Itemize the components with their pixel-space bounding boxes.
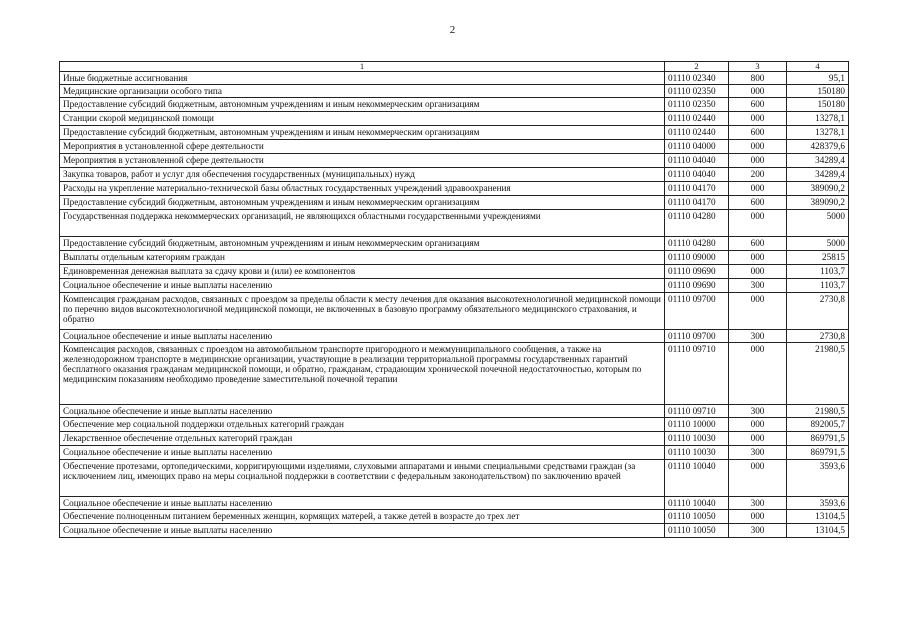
row-type-cell: 000 [729,510,787,524]
row-name-cell: Закупка товаров, работ и услуг для обеспечения государственных (муниципальных) нужд [60,168,665,182]
row-name-cell: Единовременная денежная выплата за сдачу крови и (или) ее компонентов [60,265,665,279]
row-code-cell: 01110 09690 [665,279,729,293]
table-row [60,293,849,330]
row-amount-cell: 13104,5 [787,510,849,524]
row-code-cell: 01110 02350 [665,98,729,112]
row-code-cell: 01110 10050 [665,510,729,524]
row-type-cell: 300 [729,524,787,538]
table-row [60,140,849,154]
row-type-cell: 000 [729,265,787,279]
header-col-1: 1 [60,62,665,72]
row-code-cell: 01110 04170 [665,196,729,210]
table-row [60,497,849,510]
row-name-cell: Социальное обеспечение и иные выплаты населению [60,279,665,293]
row-code-cell: 01110 10050 [665,524,729,538]
row-name-cell: Компенсация гражданам расходов, связанных с проездом за пределы области к месту лечения для оказания высокотехнологичной медицинской помощи по перечню видов высокотехнологичной медицинской помощи, не включенных в базовую программу обязательного медицинского страхования, и обратно [60,293,665,330]
row-type-cell: 000 [729,343,787,405]
row-code-cell: 01110 10000 [665,418,729,432]
header-col-2: 2 [665,62,729,72]
row-amount-cell: 13278,1 [787,126,849,140]
row-amount-cell: 25815 [787,251,849,265]
row-amount-cell: 5000 [787,237,849,251]
row-amount-cell: 21980,5 [787,343,849,405]
row-amount-cell: 13104,5 [787,524,849,538]
row-type-cell: 300 [729,330,787,343]
row-amount-cell: 34289,4 [787,154,849,168]
row-type-cell: 000 [729,293,787,330]
table-row [60,210,849,237]
row-name-cell: Станции скорой медицинской помощи [60,112,665,126]
table-row [60,126,849,140]
row-name-cell: Расходы на укрепление материально-технической базы областных государственных учреждений здравоохранения [60,182,665,196]
table-row [60,154,849,168]
budget-table [59,61,849,538]
row-code-cell: 01110 10030 [665,432,729,446]
row-amount-cell: 2730,8 [787,293,849,330]
row-type-cell: 000 [729,432,787,446]
row-code-cell: 01110 02440 [665,112,729,126]
row-name-cell: Предоставление субсидий бюджетным, автономным учреждениям и иным некоммерческим организациям [60,196,665,210]
row-code-cell: 01110 04040 [665,154,729,168]
row-amount-cell: 3593,6 [787,497,849,510]
table-row [60,418,849,432]
row-code-cell: 01110 09700 [665,293,729,330]
row-code-cell: 01110 04280 [665,237,729,251]
row-amount-cell: 150180 [787,98,849,112]
row-amount-cell: 1103,7 [787,279,849,293]
row-amount-cell: 892005,7 [787,418,849,432]
row-type-cell: 300 [729,405,787,418]
row-code-cell: 01110 02440 [665,126,729,140]
row-name-cell: Обеспечение мер социальной поддержки отдельных категорий граждан [60,418,665,432]
row-code-cell: 01110 09710 [665,343,729,405]
row-type-cell: 000 [729,418,787,432]
row-code-cell: 01110 02350 [665,85,729,98]
row-name-cell: Обеспечение полноценным питанием беременных женщин, кормящих матерей, а также детей в возрасте до трех лет [60,510,665,524]
table-row [60,405,849,418]
row-name-cell: Выплаты отдельным категориям граждан [60,251,665,265]
row-amount-cell: 1103,7 [787,265,849,279]
row-code-cell: 01110 04000 [665,140,729,154]
table-row [60,168,849,182]
row-name-cell: Предоставление субсидий бюджетным, автономным учреждениям и иным некоммерческим организациям [60,98,665,112]
row-type-cell: 800 [729,72,787,85]
row-name-cell: Компенсация расходов, связанных с проездом на автомобильном транспорте пригородного и межмуниципального сообщения, а также на железнодорожном транспорте в медицинские организации, участвующие в реализации территориальной программы государственных гарантий бесплатного оказания гражданам медицинской помощи, и обратно, гражданам, страдающим хронической почечной недостаточностью, которым по медицинским показаниям необходимо проведение заместительной почечной терапии [60,343,665,405]
row-name-cell: Иные бюджетные ассигнования [60,72,665,85]
row-name-cell: Мероприятия в установленной сфере деятельности [60,140,665,154]
row-amount-cell: 389090,2 [787,196,849,210]
table-row [60,446,849,460]
table-row [60,196,849,210]
row-code-cell: 01110 09700 [665,330,729,343]
row-type-cell: 000 [729,182,787,196]
header-row [60,62,849,72]
row-amount-cell: 150180 [787,85,849,98]
table-row [60,72,849,85]
row-type-cell: 000 [729,154,787,168]
header-col-4: 4 [787,62,849,72]
row-amount-cell: 2730,8 [787,330,849,343]
row-type-cell: 300 [729,446,787,460]
row-name-cell: Лекарственное обеспечение отдельных категорий граждан [60,432,665,446]
row-amount-cell: 21980,5 [787,405,849,418]
table-row [60,524,849,538]
row-name-cell: Социальное обеспечение и иные выплаты населению [60,446,665,460]
row-amount-cell: 389090,2 [787,182,849,196]
row-code-cell: 01110 10030 [665,446,729,460]
row-type-cell: 000 [729,460,787,497]
table-row [60,279,849,293]
row-type-cell: 600 [729,196,787,210]
row-name-cell: Социальное обеспечение и иные выплаты населению [60,524,665,538]
row-amount-cell: 5000 [787,210,849,237]
row-code-cell: 01110 09690 [665,265,729,279]
row-code-cell: 01110 09000 [665,251,729,265]
table-row [60,432,849,446]
row-code-cell: 01110 10040 [665,460,729,497]
row-code-cell: 01110 09710 [665,405,729,418]
row-code-cell: 01110 04280 [665,210,729,237]
table-row [60,510,849,524]
row-type-cell: 600 [729,237,787,251]
table-row [60,265,849,279]
table-row [60,85,849,98]
row-amount-cell: 869791,5 [787,446,849,460]
row-type-cell: 000 [729,251,787,265]
row-name-cell: Государственная поддержка некоммерческих организаций, не являющихся областными государственными учреждениями [60,210,665,237]
row-type-cell: 600 [729,98,787,112]
row-type-cell: 300 [729,279,787,293]
table-row [60,330,849,343]
row-amount-cell: 428379,6 [787,140,849,154]
row-type-cell: 600 [729,126,787,140]
row-name-cell: Социальное обеспечение и иные выплаты населению [60,405,665,418]
row-type-cell: 000 [729,85,787,98]
row-type-cell: 000 [729,112,787,126]
row-code-cell: 01110 04170 [665,182,729,196]
row-name-cell: Обеспечение протезами, ортопедическими, корригирующими изделиями, слуховыми аппаратами и иными специальными средствами граждан (за исключением лиц, имеющих право на меры социальной поддержки в соответствии с федеральным законодательством) по заключению врачей [60,460,665,497]
table-row [60,237,849,251]
row-type-cell: 000 [729,210,787,237]
table-row [60,251,849,265]
row-amount-cell: 95,1 [787,72,849,85]
row-name-cell: Социальное обеспечение и иные выплаты населению [60,330,665,343]
row-name-cell: Медицинские организации особого типа [60,85,665,98]
row-amount-cell: 3593,6 [787,460,849,497]
row-amount-cell: 13278,1 [787,112,849,126]
row-type-cell: 000 [729,140,787,154]
table-row [60,343,849,405]
page-number: 2 [449,24,456,36]
row-code-cell: 01110 04040 [665,168,729,182]
row-amount-cell: 34289,4 [787,168,849,182]
header-col-3: 3 [729,62,787,72]
row-code-cell: 01110 02340 [665,72,729,85]
row-name-cell: Мероприятия в установленной сфере деятельности [60,154,665,168]
row-code-cell: 01110 10040 [665,497,729,510]
row-type-cell: 200 [729,168,787,182]
row-name-cell: Предоставление субсидий бюджетным, автономным учреждениям и иным некоммерческим организациям [60,237,665,251]
table-body [60,72,849,538]
table-row [60,98,849,112]
table-row [60,112,849,126]
row-name-cell: Предоставление субсидий бюджетным, автономным учреждениям и иным некоммерческим организациям [60,126,665,140]
row-name-cell: Социальное обеспечение и иные выплаты населению [60,497,665,510]
table-row [60,460,849,497]
row-type-cell: 300 [729,497,787,510]
table-row [60,182,849,196]
row-amount-cell: 869791,5 [787,432,849,446]
